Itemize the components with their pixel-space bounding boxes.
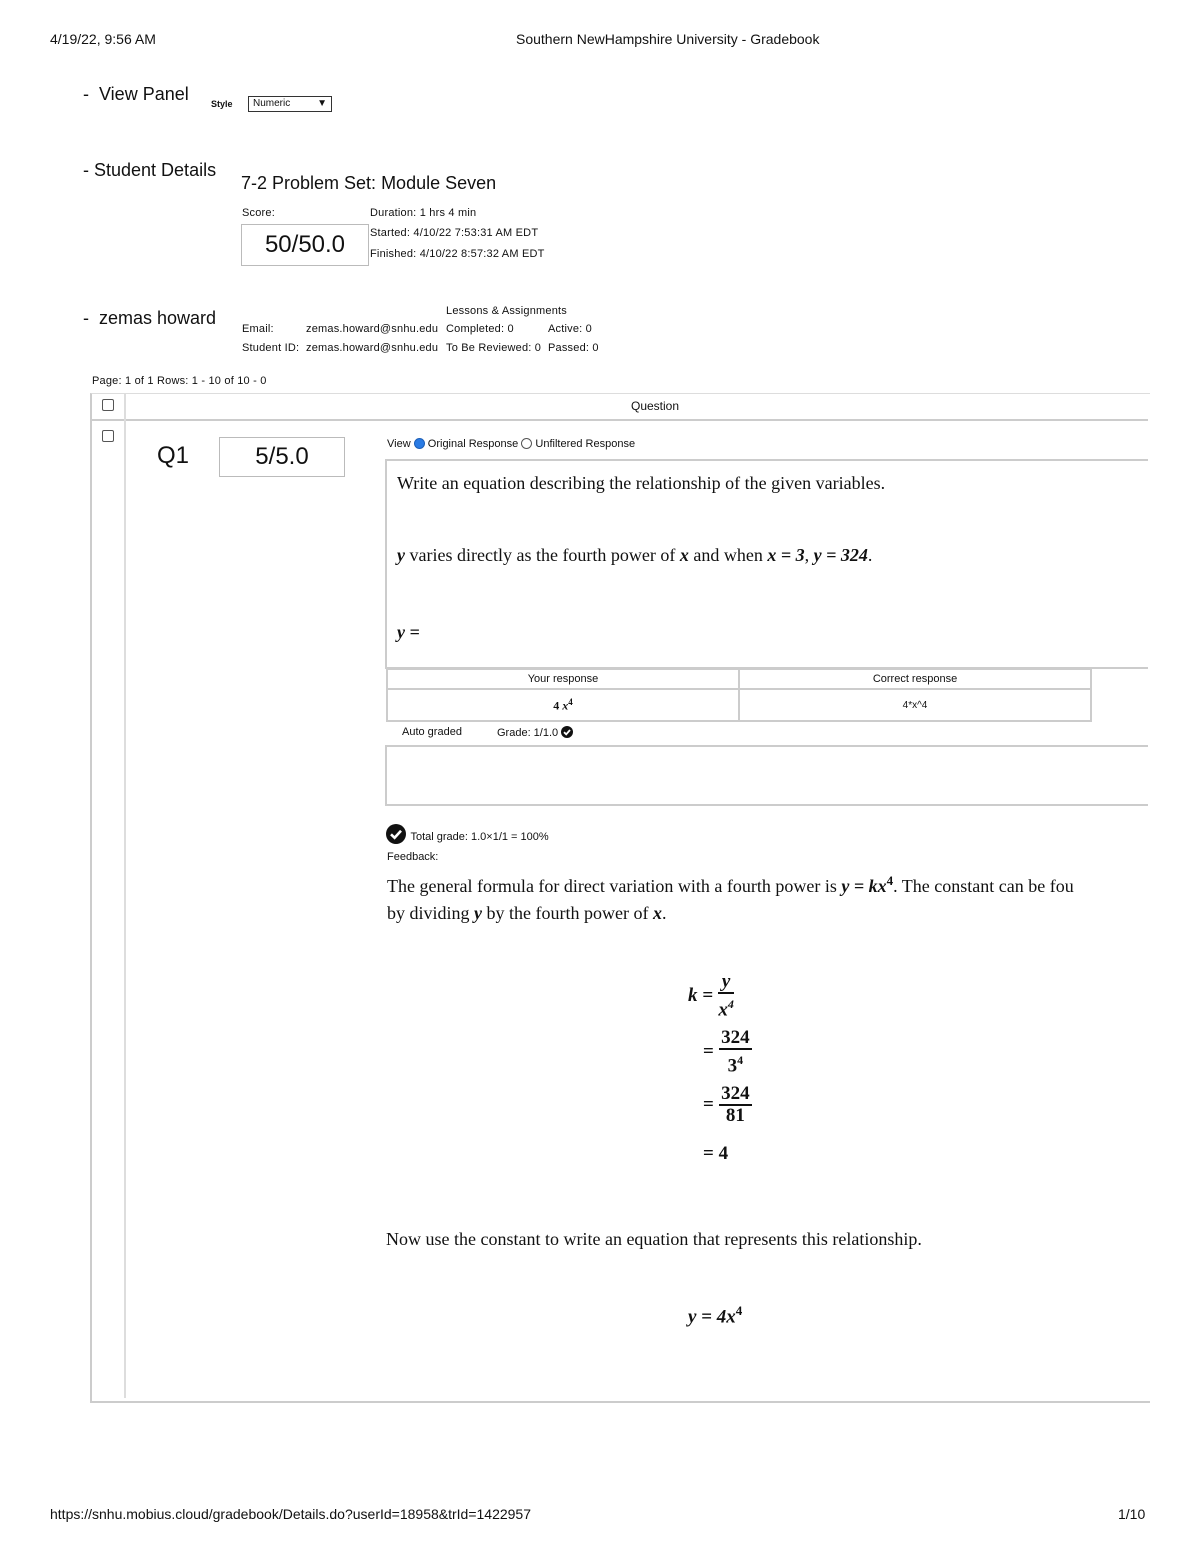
completed-count: Completed: 0 <box>446 323 514 335</box>
style-select[interactable] <box>248 96 332 112</box>
calc-k: k = <box>688 985 714 1007</box>
feedback-label: Feedback: <box>387 851 439 863</box>
to-be-reviewed-count: To Be Reviewed: 0 <box>446 342 542 354</box>
active-count: Active: 0 <box>548 323 592 335</box>
var-x: x <box>679 545 689 565</box>
original-response-radio[interactable] <box>414 438 425 449</box>
calc-result: = 4 <box>703 1143 729 1164</box>
statement-part-a: varies directly as the fourth power of <box>409 545 676 565</box>
page-url[interactable]: https://snhu.mobius.cloud/gradebook/Details.do?userId=18958&trId=1422957 <box>50 1506 532 1522</box>
email-label: Email: <box>242 323 274 335</box>
collapse-toggle[interactable]: - <box>83 160 94 180</box>
statement-part-b: and when <box>693 545 763 565</box>
calc-step-1 <box>688 972 734 1020</box>
check-circle-icon <box>386 824 406 844</box>
response-view-toggle <box>387 438 635 450</box>
given-y: y = 324 <box>813 545 868 565</box>
feedback-formula: y = kx <box>841 876 887 896</box>
fraction-numerator: 324 <box>721 1083 750 1104</box>
question-statement: y varies directly as the fourth power of x and when x = 3, y = 324. <box>397 545 873 565</box>
feedback-line-2: by dividing y by the fourth power of x. <box>387 903 667 923</box>
row-checkbox[interactable] <box>102 430 114 442</box>
table-header-divider <box>92 419 1148 421</box>
pager: Page: 1 of 1 Rows: 1 - 10 of 10 - 0 <box>92 375 267 387</box>
duration: Duration: 1 hrs 4 min <box>370 207 477 219</box>
fraction-denominator: 81 <box>725 1105 745 1126</box>
student-section[interactable] <box>83 308 216 329</box>
unfiltered-response-radio[interactable] <box>521 438 532 449</box>
view-panel-label: View Panel <box>99 84 189 104</box>
fraction-324-over-3-4 <box>719 1028 752 1076</box>
question-score: 5/5.0 <box>219 437 345 477</box>
feedback-text-1: The general formula for direct variation with a fourth power is <box>387 876 837 896</box>
style-label: Style <box>211 99 233 109</box>
final-equation <box>688 1303 742 1328</box>
feedback-var-y: y <box>474 903 483 923</box>
select-all-checkbox[interactable] <box>102 399 114 411</box>
your-response-exp: 4 <box>568 696 573 707</box>
print-datetime: 4/19/22, 9:56 AM <box>50 31 156 47</box>
grade-line <box>497 726 573 739</box>
fraction-y-over-x4 <box>718 972 734 1020</box>
grade-value: Grade: 1/1.0 <box>497 727 559 739</box>
score-label: Score: <box>242 207 275 219</box>
original-response-label: Original Response <box>427 438 519 450</box>
student-details-label: Student Details <box>94 160 217 180</box>
given-x: x = 3 <box>767 545 805 565</box>
view-label: View <box>387 438 411 450</box>
chevron-down-icon: ▼ <box>317 98 327 109</box>
final-equation-body: y = 4x <box>688 1306 736 1328</box>
answer-lhs: y = <box>397 622 420 642</box>
fraction-numerator: y <box>718 972 734 994</box>
feedback-formula-exp: 4 <box>886 873 894 888</box>
calc-step-2 <box>703 1028 752 1076</box>
correct-response-header: Correct response <box>739 669 1091 689</box>
total-grade-line <box>386 824 549 845</box>
collapse-toggle[interactable]: - <box>83 84 99 104</box>
view-panel-section[interactable] <box>83 84 189 105</box>
calc-step-3 <box>703 1084 752 1126</box>
student-name: zemas howard <box>99 308 217 328</box>
closing-text: Now use the constant to write an equation that represents this relationship. <box>386 1229 922 1249</box>
student-id-value: zemas.howard@snhu.edu <box>306 342 439 354</box>
score-value: 50/50.0 <box>241 224 369 266</box>
passed-count: Passed: 0 <box>548 342 599 354</box>
correct-response-value: 4*x^4 <box>739 689 1091 721</box>
student-details-section[interactable] <box>83 160 216 181</box>
student-id-label: Student ID: <box>242 342 300 354</box>
your-response-header: Your response <box>387 669 739 689</box>
final-equation-exp: 4 <box>735 1303 743 1318</box>
feedback-text-2: . The constant can be fou <box>893 876 1074 896</box>
question-column-header: Question <box>631 399 680 413</box>
page-number: 1/10 <box>1118 1506 1146 1522</box>
fraction-denominator: 3 <box>727 1055 738 1077</box>
feedback-var-x: x <box>652 903 662 923</box>
feedback-text-3a: by dividing <box>387 903 470 923</box>
total-grade: Total grade: 1.0×1/1 = 100% <box>410 831 549 843</box>
response-table <box>386 668 1092 722</box>
question-number: Q1 <box>157 442 190 469</box>
started-time: Started: 4/10/22 7:53:31 AM EDT <box>370 227 539 239</box>
auto-graded-label: Auto graded <box>402 726 462 738</box>
unfiltered-response-label: Unfiltered Response <box>535 438 636 450</box>
calc-equals: = <box>703 1041 714 1063</box>
comment-box[interactable] <box>385 745 1148 806</box>
email-value: zemas.howard@snhu.edu <box>306 323 439 335</box>
calc-equals: = <box>703 1094 714 1116</box>
feedback-text-3b: by the fourth power of <box>486 903 649 923</box>
style-select-value: Numeric <box>253 98 291 109</box>
var-y: y <box>397 545 405 565</box>
page-title: Southern NewHampshire University - Gradebook <box>516 31 820 47</box>
your-response-coef: 4 <box>553 698 560 713</box>
fraction-exp: 4 <box>727 997 734 1011</box>
collapse-toggle[interactable]: - <box>83 308 99 328</box>
assignment-title: 7-2 Problem Set: Module Seven <box>241 173 497 193</box>
your-response-var: x <box>562 698 569 713</box>
check-circle-icon <box>561 726 573 738</box>
finished-time: Finished: 4/10/22 8:57:32 AM EDT <box>370 248 545 260</box>
fraction-numerator: 324 <box>721 1027 750 1048</box>
your-response-cell <box>387 689 739 721</box>
fraction-324-over-81 <box>719 1084 752 1126</box>
lessons-heading: Lessons & Assignments <box>446 305 567 317</box>
checkbox-column-divider <box>124 394 126 1398</box>
question-prompt: Write an equation describing the relationship of the given variables. <box>397 473 886 493</box>
feedback-line-1 <box>387 873 1148 897</box>
fraction-exp: 4 <box>737 1053 744 1067</box>
fraction-denominator: x <box>718 999 728 1021</box>
